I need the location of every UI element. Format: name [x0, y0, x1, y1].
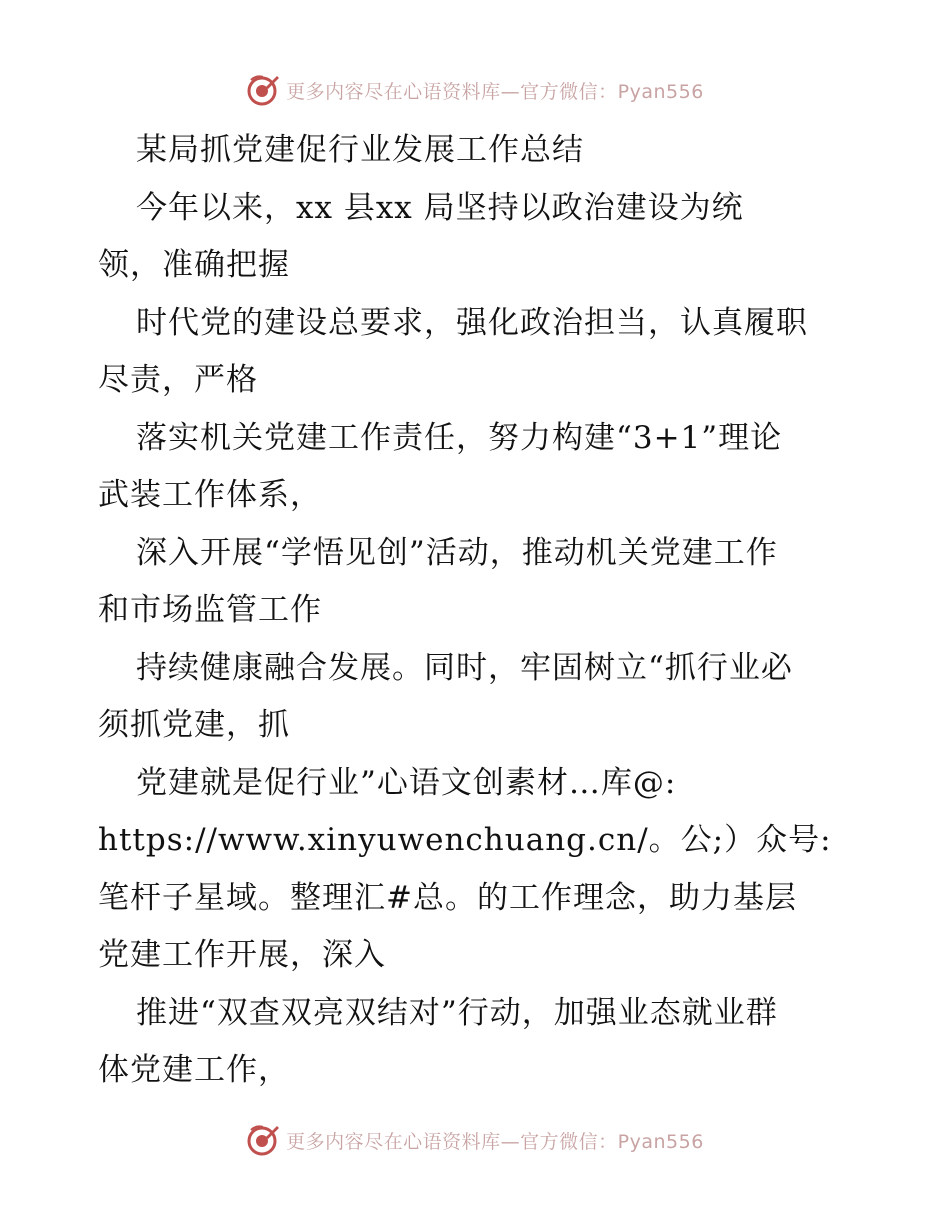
paragraph-line: 落实机关党建工作责任，努力构建“3+1”理论 [136, 419, 783, 456]
paragraph-line: 笔杆子星域。整理汇#总。的工作理念，助力基层 [98, 879, 797, 916]
document-title: 某局抓党建促行业发展工作总结 [136, 132, 584, 168]
paragraph-line: 今年以来，xx 县xx 局坚持以政治建设为统 [136, 189, 744, 226]
paragraph-line: 体党建工作， [98, 1052, 290, 1088]
document-body [98, 122, 858, 1100]
pen-circle-logo-icon [246, 73, 280, 107]
paragraph-line: 深入开展“学悟见创”活动，推动机关党建工作 [136, 534, 778, 571]
paragraph-line: 党建工作开展，深入 [98, 937, 386, 973]
paragraph-line: 领，准确把握 [98, 247, 290, 283]
paragraph-line: 须抓党建，抓 [98, 707, 290, 743]
footer-banner-text: 更多内容尽在心语资料库—官方微信：Pyan556 [286, 1130, 704, 1153]
paragraph-line: 尽责，严格 [98, 362, 258, 398]
paragraph-line: 持续健康融合发展。同时，牢固树立“抓行业必 [136, 649, 793, 686]
footer-banner [0, 1120, 950, 1160]
paragraph-line: 党建就是促行业”心语文创素材…库@: [136, 764, 677, 801]
paragraph-line: 武装工作体系， [98, 477, 322, 513]
pen-circle-logo-icon [246, 1123, 280, 1157]
paragraph-line: 时代党的建设总要求，强化政治担当，认真履职 [136, 304, 808, 341]
paragraph-line: 和市场监管工作 [98, 592, 322, 628]
header-banner [0, 70, 950, 110]
paragraph-line: 推进“双查双亮双结对”行动，加强业态就业群 [136, 994, 778, 1031]
paragraph-line: https://www.xinyuwenchuang.cn/。公;）众号: [98, 822, 832, 858]
header-banner-text: 更多内容尽在心语资料库—官方微信：Pyan556 [286, 80, 704, 103]
